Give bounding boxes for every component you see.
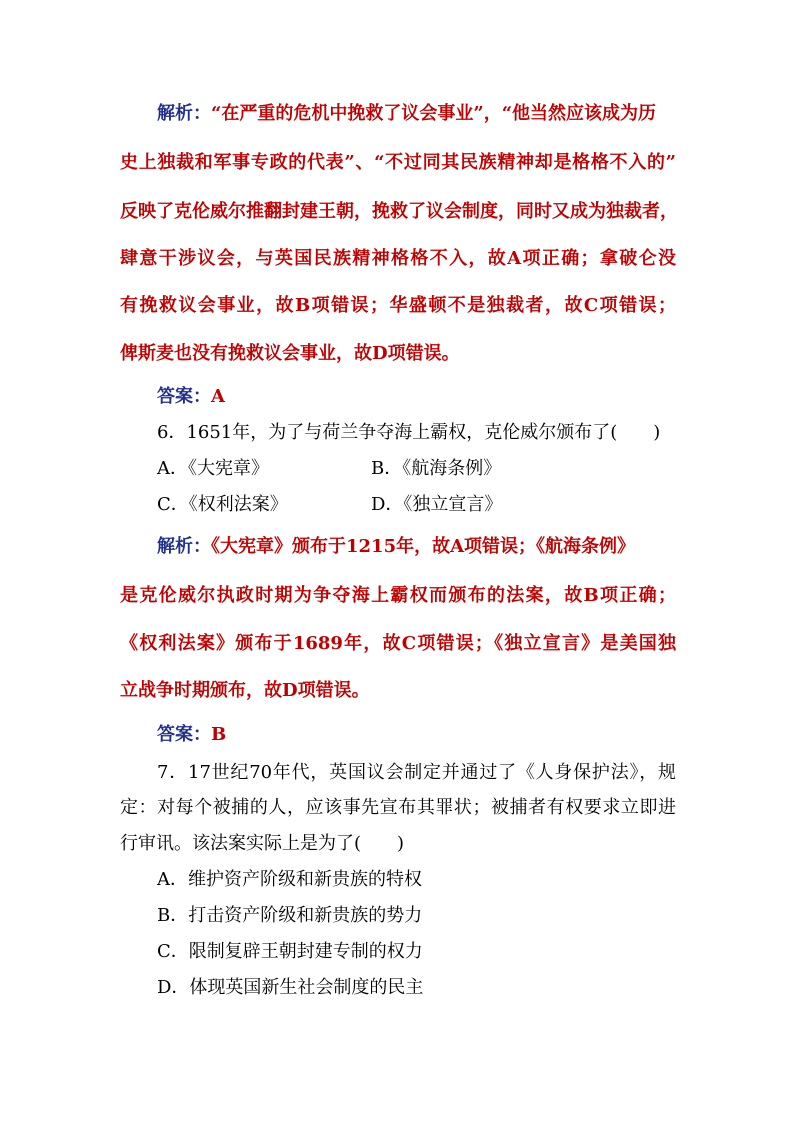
q7-option-b: B．打击资产阶级和新贵族的势力 <box>157 905 423 926</box>
q5-analysis-first-line <box>157 102 656 126</box>
q5-analysis-label: 解析： <box>157 103 211 124</box>
q6-answer-value: B <box>211 724 227 745</box>
q6-answer-label: 答案： <box>157 724 211 745</box>
q6-option-b: B．《航海条例》 <box>371 458 502 479</box>
q7-option-c: C．限制复辟王朝封建专制的权力 <box>157 941 423 962</box>
q6-stem: 6．1651年，为了与荷兰争夺海上霸权，克伦威尔颁布了( ) <box>157 422 661 443</box>
q6-analysis-line-4: 立战争时期颁布，故D项错误。 <box>120 680 370 701</box>
q5-analysis-line-1: “在严重的危机中挽救了议会事业”，“他当然应该成为历 <box>211 103 657 124</box>
q5-analysis-line-2: 史上独裁和军事专政的代表”、“不过同其民族精神却是格格不入的” <box>120 152 676 173</box>
q6-analysis-line-3: 《权利法案》颁布于1689年，故C项错误；《独立宣言》是美国独 <box>120 633 676 654</box>
q7-stem-line-3: 行审讯。该法案实际上是为了( ) <box>120 833 405 854</box>
q5-analysis-line-5: 有挽救议会事业，故B项错误；华盛顿不是独裁者，故C项错误； <box>120 295 676 316</box>
q7-option-a: A．维护资产阶级和新贵族的特权 <box>157 869 422 890</box>
q6-analysis-first-line <box>157 535 635 559</box>
q5-answer-label: 答案： <box>157 386 211 407</box>
q5-analysis-line-3: 反映了克伦威尔推翻封建王朝，挽救了议会制度，同时又成为独裁者， <box>120 201 678 222</box>
q6-answer <box>157 723 226 747</box>
q7-option-d: D．体现英国新生社会制度的民主 <box>157 977 424 998</box>
q5-answer-value: A <box>211 386 225 407</box>
q7-stem-line-2: 定：对每个被捕的人，应该事先宣布其罪状；被捕者有权要求立即进 <box>120 797 676 818</box>
q6-analysis-label: 解析： <box>157 536 211 557</box>
q6-option-c: C．《权利法案》 <box>157 494 288 515</box>
q5-analysis-line-4: 肆意干涉议会，与英国民族精神格格不入，故A项正确；拿破仑没 <box>120 248 676 269</box>
q6-option-d: D．《独立宣言》 <box>371 494 503 515</box>
q6-analysis-line-1: 《大宪章》颁布于1215年，故A项错误；《航海条例》 <box>211 536 636 557</box>
q7-stem-line-1: 7．17世纪70年代，英国议会制定并通过了《人身保护法》，规 <box>157 762 676 783</box>
q6-analysis-line-2: 是克伦威尔执政时期为争夺海上霸权而颁布的法案，故B项正确； <box>120 585 676 606</box>
q5-answer <box>157 385 225 409</box>
q5-analysis-line-6: 俾斯麦也没有挽救议会事业，故D项错误。 <box>120 343 460 364</box>
q6-option-a: A．《大宪章》 <box>157 458 269 479</box>
